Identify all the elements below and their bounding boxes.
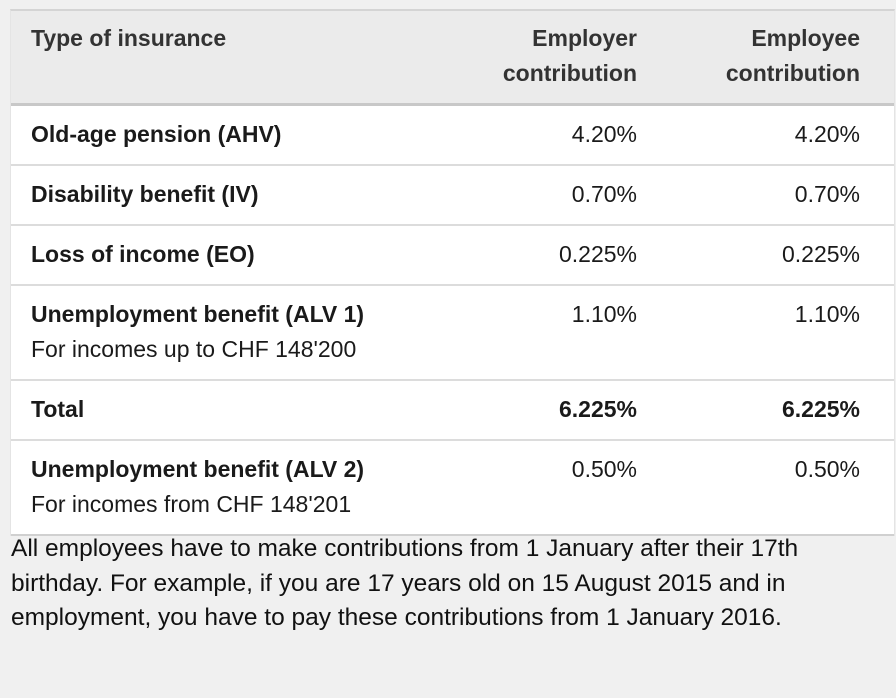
table-row-alv2 [11,440,894,535]
row-label: Total [31,396,85,422]
employer-total-value: 6.225% [411,380,639,440]
employee-value: 0.225% [639,225,894,285]
employee-total-value: 6.225% [639,380,894,440]
contribution-note: All employees have to make contributions from 1 January after their 17th birthday. For example, if you are 17 years old on 15 August 2015 and in employment, you have to pay these contributions from 1 January 2016. [11,535,799,631]
header-employee-line2: contribution [725,60,860,86]
header-row [11,11,894,105]
row-sublabel: For incomes from CHF 148'201 [31,491,352,517]
table-row-eo [11,225,894,285]
row-label: Unemployment benefit (ALV 2) [31,456,365,482]
row-label: Disability benefit (IV) [31,181,259,207]
contributions-table [11,11,894,536]
row-label-cell [11,165,411,225]
employer-value: 1.10% [411,285,639,380]
header-employer-line1: Employer [532,25,637,51]
row-label-cell [11,225,411,285]
header-employee-contribution [639,11,894,105]
table-row-alv1 [11,285,894,380]
row-label-cell [11,380,411,440]
employer-value: 0.225% [411,225,639,285]
employee-value: 4.20% [639,105,894,166]
contributions-table-container [10,9,895,536]
header-employer-line2: contribution [502,60,637,86]
employee-value: 0.70% [639,165,894,225]
row-sublabel: For incomes up to CHF 148'200 [31,336,357,362]
table-body [11,105,894,536]
header-employer-contribution [411,11,639,105]
row-label: Unemployment benefit (ALV 1) [31,301,365,327]
table-row-iv [11,165,894,225]
employer-value: 0.50% [411,440,639,535]
table-row-ahv [11,105,894,166]
table-row-total [11,380,894,440]
row-label-cell [11,440,411,535]
row-label: Loss of income (EO) [31,241,255,267]
employer-value: 4.20% [411,105,639,166]
row-label-cell [11,105,411,166]
header-employee-line1: Employee [751,25,860,51]
row-label-cell [11,285,411,380]
table-header [11,11,894,105]
employer-value: 0.70% [411,165,639,225]
header-type-of-insurance: Type of insurance [11,11,411,105]
row-label: Old-age pension (AHV) [31,121,282,147]
employee-value: 1.10% [639,285,894,380]
employee-value: 0.50% [639,440,894,535]
